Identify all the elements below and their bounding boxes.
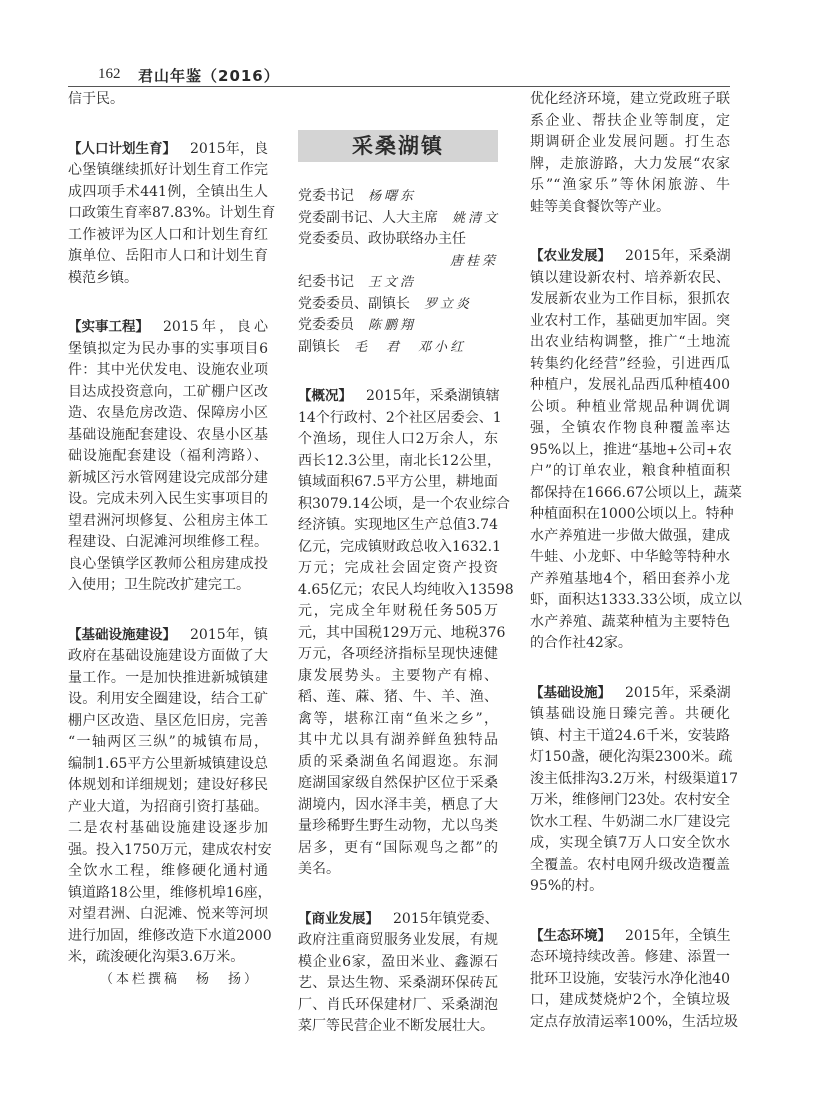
official-entry (298, 229, 498, 251)
paragraph-line: 质的采桑湖鱼名闻遐迩。东洞 (298, 753, 498, 770)
paragraph (68, 625, 272, 969)
paragraph-line: 产养殖基地4个，稻田套养小龙 (530, 570, 730, 587)
paragraph (68, 89, 268, 111)
official-role: 党委委员、副镇长 (298, 295, 410, 312)
paragraph-heading: 【基础设施建设】 (68, 626, 176, 643)
paragraph-line: 浚主低排沟3.2万米，村级渠道17 (530, 770, 739, 787)
official-entry (298, 337, 498, 359)
paragraph-line: 件：其中光伏发电、设施农业项 (68, 362, 268, 378)
paragraph-line: 量工作。一是加快推进新城镇建 (68, 669, 268, 686)
paragraph-line: 态环境持续改善。修建、添置一 (530, 949, 730, 965)
paragraph-line: 4.65亿元；农民人均纯收入13598 (298, 581, 514, 598)
paragraph-line: 稻、莲、蔴、猪、牛、羊、渔、 (298, 689, 498, 705)
paragraph-line: 成四项手术441例，全镇出生人 (68, 183, 268, 200)
paragraph-line: 量珍稀野生野生动物，尤以鸟类 (298, 818, 498, 834)
paragraph-line: 元，其中国税129万元、地税376 (298, 624, 506, 641)
paragraph (68, 139, 276, 290)
paragraph-line: 础设施配套建设（福利湾路）、 (68, 448, 268, 464)
paragraph (298, 909, 498, 1038)
paragraph-line: 镇基础设施日臻完善。共硬化 (530, 706, 730, 722)
paragraph-line: 公顷。种植业常规品种调优调 (530, 398, 730, 415)
paragraph-line: 14个行政村、2个社区居委会、1 (298, 409, 502, 426)
paragraph-line: 积3079.14公顷，是一个农业综合 (298, 495, 510, 512)
paragraph-line: 政府在基础设施建设方面做了大 (68, 648, 268, 664)
middle-column (298, 130, 514, 1038)
paragraph-line: 心堡镇继续抓好计划生育工作完 (68, 162, 268, 178)
paragraph-heading: 【生态环境】 (530, 927, 611, 944)
paragraph-line: 菜厂等民营企业不断发展壮大。 (298, 1018, 494, 1034)
paragraph-line: 口，建成焚烧炉2个，全镇垃圾 (530, 992, 730, 1008)
paragraph-text: 2015年，采桑湖 (625, 248, 731, 264)
header-rule (68, 86, 730, 87)
right-column (530, 89, 742, 1033)
paragraph-line: 万米，维修闸门23处。农村安全 (530, 792, 730, 808)
paragraph (68, 317, 268, 597)
official-entry (298, 208, 501, 230)
paragraph-line: 产业大道，为招商引资打基础。 (68, 798, 268, 815)
middle-paragraphs (298, 386, 514, 1038)
official-name: 毛 君 邓小红 (354, 339, 467, 355)
paragraph-line: 强，全镇农作物良种覆盖率达 (530, 420, 730, 436)
official-name: 王文浩 (368, 275, 417, 290)
paragraph-line: 优化经济环境，建立党政班子联 (530, 91, 730, 107)
paragraph-line: 基础设施配套建设、农垦小区基 (68, 426, 268, 443)
paragraph-line: 编制1.65平方公里新城镇建设总 (68, 755, 268, 772)
paragraph-text: 2015年，全镇生 (625, 927, 731, 944)
official-role: 党委书记 (298, 188, 354, 204)
paragraph-line: 虾，面积达1333.33公顷，成立以 (530, 592, 742, 608)
paragraph-line: 批环卫设施，安装污水净化池40 (530, 970, 730, 987)
paragraph (530, 926, 739, 1034)
paragraph-first-line (530, 683, 730, 705)
paragraph-line: 牛蛙、小龙虾、中华鲶等特种水 (530, 549, 730, 565)
official-role: 纪委书记 (298, 274, 354, 290)
paragraph-line: 亿元，完成镇财政总收入1632.1 (298, 538, 501, 555)
paragraph-first-line (530, 246, 730, 268)
paragraph-line: 政府注重商贸服务业发展，有规 (298, 932, 498, 948)
paragraph-heading: 【人口计划生育】 (68, 140, 176, 157)
paragraph-line: 蛙等美食餐饮等产业。 (530, 198, 670, 215)
paragraph-line: 庭湖国家级自然保护区位于采桑 (298, 775, 498, 791)
official-name: 杨曙东 (368, 189, 417, 204)
paragraph-line: 95%的村。 (530, 878, 604, 894)
official-entry (298, 272, 498, 294)
paragraph-line: 强。投入1750万元，建成农村安 (68, 841, 272, 858)
paragraph-first-line (298, 386, 498, 408)
paragraph-line: 饮水工程、牛奶湖二水厂建设完 (530, 813, 730, 830)
paragraph-line: 造、农垦危房改造、保障房小区 (68, 405, 268, 421)
paragraph-line: 良心堡镇学区教师公租房建成投 (68, 555, 268, 572)
paragraph-line: 经济镇。实现地区生产总值3.74 (298, 517, 498, 533)
paragraph-line: 发展新农业为工作目标，狠抓农 (530, 291, 730, 307)
paragraph-line: 系企业、帮扶企业等制度，定 (530, 112, 730, 129)
paragraph-line: 西长12.3公里，南北长12公里， (298, 452, 501, 469)
paragraph-line: 堡镇拟定为民办事的实事项目6 (68, 340, 268, 357)
paragraph-line: 牌，走旅游路，大力发展“农家 (530, 155, 730, 172)
paragraph-line: 元，完成全年财税任务505万 (298, 603, 498, 619)
paragraph-line: 都保持在1666.67公顷以上，蔬菜 (530, 484, 742, 501)
paragraph-line: 95%以上，推进“基地+公司+农 (530, 441, 732, 458)
paragraph-text: 2015年，良 (190, 140, 268, 157)
paragraph-line: 成，实现全镇7万人口安全饮水 (530, 835, 730, 851)
paragraph-line: 目达成投资意向，工矿棚户区改 (68, 383, 268, 400)
paragraph-line: 新城区污水管网建设完成部分建 (68, 469, 268, 486)
paragraph-line: 万元，各项经济指标呈现快速健 (298, 646, 498, 662)
paragraph-line: 水产养殖、蔬菜种植为主要特色 (530, 613, 730, 630)
paragraph-line: 户”的订单农业，粮食种植面积 (530, 463, 730, 479)
running-header-title: 君山年鉴（2016） (138, 67, 280, 85)
paragraph-text: 2015年，采桑湖镇辖 (366, 388, 500, 404)
paragraph-line: 美名。 (298, 861, 340, 877)
paragraph-line: 镇道路18公里，维修机埠16座， (68, 884, 272, 901)
right-paragraphs (530, 89, 742, 1033)
paragraph-text: 2015年，镇 (190, 626, 268, 643)
official-name-line (298, 251, 498, 273)
paragraph-text: 2015年，采桑湖 (625, 684, 731, 701)
paragraph-line: 镇域面积67.5平方公里，耕地面 (298, 474, 498, 490)
official-name: 姚清文 (452, 210, 501, 226)
paragraph-heading: 【实事工程】 (68, 319, 149, 335)
paragraph-line: 设。完成未列入民生实事项目的 (68, 491, 268, 507)
paragraph-first-line (68, 625, 268, 647)
paragraph-line: 转集约化经营”经验，引进西瓜 (530, 355, 730, 372)
paragraph-line: 旗单位、岳阳市人口和计划生育 (68, 248, 268, 264)
paragraph-line: 望君洲河坝修复、公租房主体工 (68, 512, 268, 529)
paragraph-line: 居多，更有“国际观鸟之都”的 (298, 839, 498, 856)
officials-list (298, 186, 501, 358)
paragraph-line: 业农村工作，基础更加牢固。突 (530, 312, 730, 329)
section-title: 采桑湖镇 (298, 130, 498, 162)
official-entry (298, 294, 498, 316)
paragraph-heading: 【概况】 (298, 388, 352, 404)
paragraph (530, 246, 742, 655)
official-role: 党委委员、政协联络办主任 (298, 231, 466, 247)
paragraph-line: 湖境内，因水泽丰美，栖息了大 (298, 796, 498, 813)
paragraph-line: 进行加固，维修改造下水道2000 (68, 927, 272, 944)
paragraph-line: 模企业6家，盈田米业、鑫源石 (298, 953, 498, 970)
paragraph-text: 2015年镇党委、 (393, 910, 499, 927)
paragraph-line: 期调研企业发展问题。打生态 (530, 134, 730, 150)
paragraph-line: 设。利用安全圈建设，结合工矿 (68, 691, 268, 707)
paragraph-line: 艺、景达生物、采桑湖环保砖瓦 (298, 975, 498, 991)
paragraph-line: 二是农村基础设施建设逐步加 (68, 820, 268, 836)
paragraph-line: 体规划和详细规划；建设好移民 (68, 777, 268, 793)
paragraph-line: 镇以建设新农村、培养新农民、 (530, 269, 730, 286)
paragraph-line: 口政策生育率87.83%。计划生育 (68, 205, 276, 221)
paragraph-line: 个渔场，现住人口2万余人，东 (298, 431, 498, 447)
paragraph-line: 模范乡镇。 (68, 269, 138, 286)
official-name: 唐桂荣 (449, 253, 498, 269)
paragraph-heading: 【基础设施】 (530, 684, 611, 701)
paragraph-line: 棚户区改造、垦区危旧房，完善 (68, 712, 268, 729)
paragraph-line: 入使用；卫生院改扩建完工。 (68, 577, 250, 593)
official-name: 罗立炎 (424, 296, 473, 312)
paragraph-line: 米，疏浚硬化沟渠3.6万米。 (68, 949, 245, 965)
paragraph-first-line (68, 317, 268, 339)
paragraph-line: 定点存放清运率100%，生活垃圾 (530, 1013, 739, 1030)
official-entry (298, 186, 498, 208)
paragraph-line: 全饮水工程，维修硬化通村通 (68, 863, 268, 879)
paragraph-line: 乐”“渔家乐”等休闲旅游、牛 (530, 177, 730, 193)
left-column (68, 89, 276, 990)
paragraph-line: 镇、村主干道24.6千米，安装路 (530, 727, 730, 744)
paragraph-line: 种植户，发展礼品西瓜种植400 (530, 377, 730, 393)
official-name: 陈鹏翔 (368, 318, 417, 333)
paragraph-first-line (298, 909, 498, 931)
paragraph (530, 89, 730, 218)
official-role: 副镇长 (298, 338, 340, 355)
paragraph-line: 信于民。 (68, 91, 124, 107)
paragraph-line: 对望君洲、白泥滩、悦来等河坝 (68, 906, 268, 922)
paragraph-line: 康发展势头。主要物产有棉、 (298, 667, 498, 684)
paragraph-line: 厂、肖氏环保建材厂、采桑湖泡 (298, 996, 498, 1013)
paragraph-line: 程建设、白泥滩河坝维修工程。 (68, 534, 268, 550)
paragraph-text: 2015年，良心 (163, 319, 268, 335)
paragraph-line: 灯150盏，硬化沟渠2300米。疏 (530, 749, 733, 765)
paragraph-first-line (530, 926, 730, 948)
paragraph-line: 出农业结构调整，推广“土地流 (530, 334, 730, 350)
paragraph-line: 其中尤以具有湖养鲜鱼独特品 (298, 732, 498, 748)
paragraph-heading: 【商业发展】 (298, 910, 379, 927)
official-entry (298, 315, 498, 337)
paragraph-line: “一轴两区三纵”的城镇布局， (68, 734, 268, 750)
paragraph-line: 全覆盖。农村电网升级改造覆盖 (530, 856, 730, 873)
official-role: 党委委员 (298, 317, 354, 333)
author-credit: （本栏撰稿 杨 扬） (99, 971, 260, 987)
paragraph-line: 万元；完成社会固定资产投资 (298, 560, 498, 576)
paragraph-line: 水产养殖进一步做大做强，建成 (530, 527, 730, 544)
paragraph (298, 386, 514, 881)
page-number: 162 (98, 66, 121, 82)
paragraph-line: 工作被评为区人口和计划生育红 (68, 226, 268, 243)
official-role: 党委副书记、人大主席 (298, 209, 438, 226)
paragraph (530, 683, 739, 898)
paragraph-first-line (68, 139, 268, 161)
paragraph-line: 禽等，堪称江南“鱼米之乡”， (298, 710, 498, 727)
paragraph-line: 的合作社42家。 (530, 635, 632, 651)
left-paragraphs (68, 89, 276, 969)
paragraph-heading: 【农业发展】 (530, 248, 611, 264)
paragraph-line: 种植面积在1000公顷以上。特种 (530, 506, 734, 522)
